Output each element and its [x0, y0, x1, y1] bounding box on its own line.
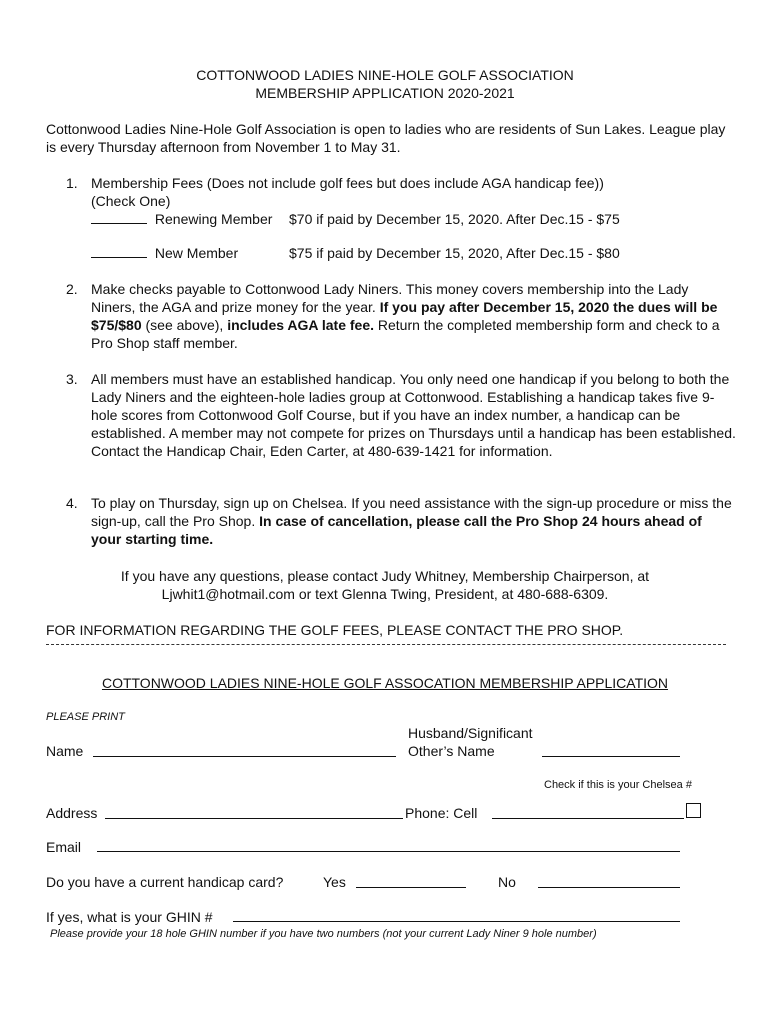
handicap-card-question: Do you have a current handicap card? [46, 874, 284, 890]
please-print-note: PLEASE PRINT [46, 711, 125, 723]
no-field[interactable] [538, 887, 680, 888]
item-membership-fees [66, 174, 736, 210]
husband-label-line2: Other’s Name [408, 743, 495, 759]
item-handicap [66, 370, 736, 460]
chelsea-checkbox[interactable] [686, 803, 701, 818]
fees-check-one: (Check One) [91, 193, 171, 209]
renewing-fee: $70 if paid by December 15, 2020. After Dec.15 - $75 [289, 211, 620, 227]
email-label: Email [46, 839, 82, 855]
husband-name-field[interactable] [542, 756, 680, 757]
text-run: Make checks payable to Cottonwood Lady Niners. This money covers membership into the Lady Niners, the AGA and prize money for the year. [91, 281, 689, 315]
handicap-text: All members must have an established handicap. You only need one handicap if you belong to both the Lady Niners and the eighteen-hole ladies group at Cottonwood. Establishing a handicap takes five 9-hole scores from Cottonwood Golf Course, but if you have an index number, a handicap can be established. A member may not compete for prizes on Thursdays until a handicap has been established. Contact the Handicap Chair, Eden Carter, at 480-639-1421 for information. [91, 371, 736, 459]
address-field[interactable] [105, 818, 403, 819]
item-number: 4. [66, 495, 78, 511]
signup-text [91, 494, 736, 548]
text-run: Return the completed membership form and check to a Pro Shop staff member. [91, 317, 720, 351]
checks-payable-text [91, 280, 736, 352]
no-label: No [498, 874, 516, 890]
yes-label: Yes [323, 874, 346, 890]
new-member-fee: $75 if paid by December 15, 2020, After Dec.15 - $80 [289, 245, 620, 261]
item-checks-payable [66, 280, 736, 352]
aga-fee-bold: includes AGA late fee. [227, 317, 374, 333]
contact-line2: Ljwhit1@hotmail.com or text Glenna Twing, President, at 480-688-6309. [161, 586, 609, 602]
pro-shop-info: FOR INFORMATION REGARDING THE GOLF FEES, PLEASE CONTACT THE PRO SHOP. [46, 622, 624, 638]
cancellation-bold: In case of cancellation, please call the Pro Shop 24 hours ahead of your starting time. [91, 513, 702, 547]
yes-field[interactable] [356, 887, 466, 888]
intro-paragraph: Cottonwood Ladies Nine-Hole Golf Association is open to ladies who are residents of Sun Lakes. League play is every Thursday afternoon from November 1 to May 31. [46, 121, 726, 155]
email-field[interactable] [97, 851, 680, 852]
contact-line1: If you have any questions, please contact Judy Whitney, Membership Chairperson, at [120, 568, 650, 584]
new-member-label: New Member [154, 245, 239, 261]
phone-cell-field[interactable] [492, 818, 684, 819]
text-run: (see above), [141, 317, 228, 333]
renewing-label: Renewing Member [154, 211, 273, 227]
name-label: Name [46, 743, 84, 759]
item-number: 1. [66, 175, 78, 191]
cut-line-divider [46, 644, 726, 645]
name-field[interactable] [93, 756, 396, 757]
ghin-note: Please provide your 18 hole GHIN number if you have two numbers (not your current Lady Niner 9 hole number) [50, 928, 597, 940]
text-run: To play on Thursday, sign up on Chelsea. If you need assistance with the sign-up procedure or miss the sign-up, call the Pro Shop. [91, 495, 732, 529]
item-number: 2. [66, 281, 78, 297]
husband-label-line1: Husband/Significant [408, 725, 533, 741]
ghin-field[interactable] [233, 921, 680, 922]
late-fee-bold: If you pay after December 15, 2020 the dues will be $75/$80 [91, 299, 718, 333]
renewing-check-blank[interactable] [91, 210, 147, 224]
new-member-row [91, 244, 238, 262]
form-title: COTTONWOOD LADIES NINE-HOLE GOLF ASSOCATION MEMBERSHIP APPLICATION [101, 675, 669, 691]
fees-title: Membership Fees (Does not include golf fees but does include AGA handicap fee)) [91, 175, 604, 191]
new-member-check-blank[interactable] [91, 244, 147, 258]
doc-title-line1: COTTONWOOD LADIES NINE-HOLE GOLF ASSOCIATION [196, 67, 574, 83]
chelsea-note: Check if this is your Chelsea # [544, 779, 692, 791]
address-label: Address [46, 805, 98, 821]
item-number: 3. [66, 371, 78, 387]
phone-cell-label: Phone: Cell [405, 805, 478, 821]
renewing-member-row [91, 210, 272, 228]
item-thursday-signup [66, 494, 736, 548]
doc-title-line2: MEMBERSHIP APPLICATION 2020-2021 [255, 85, 515, 101]
ghin-label: If yes, what is your GHIN # [46, 909, 213, 925]
